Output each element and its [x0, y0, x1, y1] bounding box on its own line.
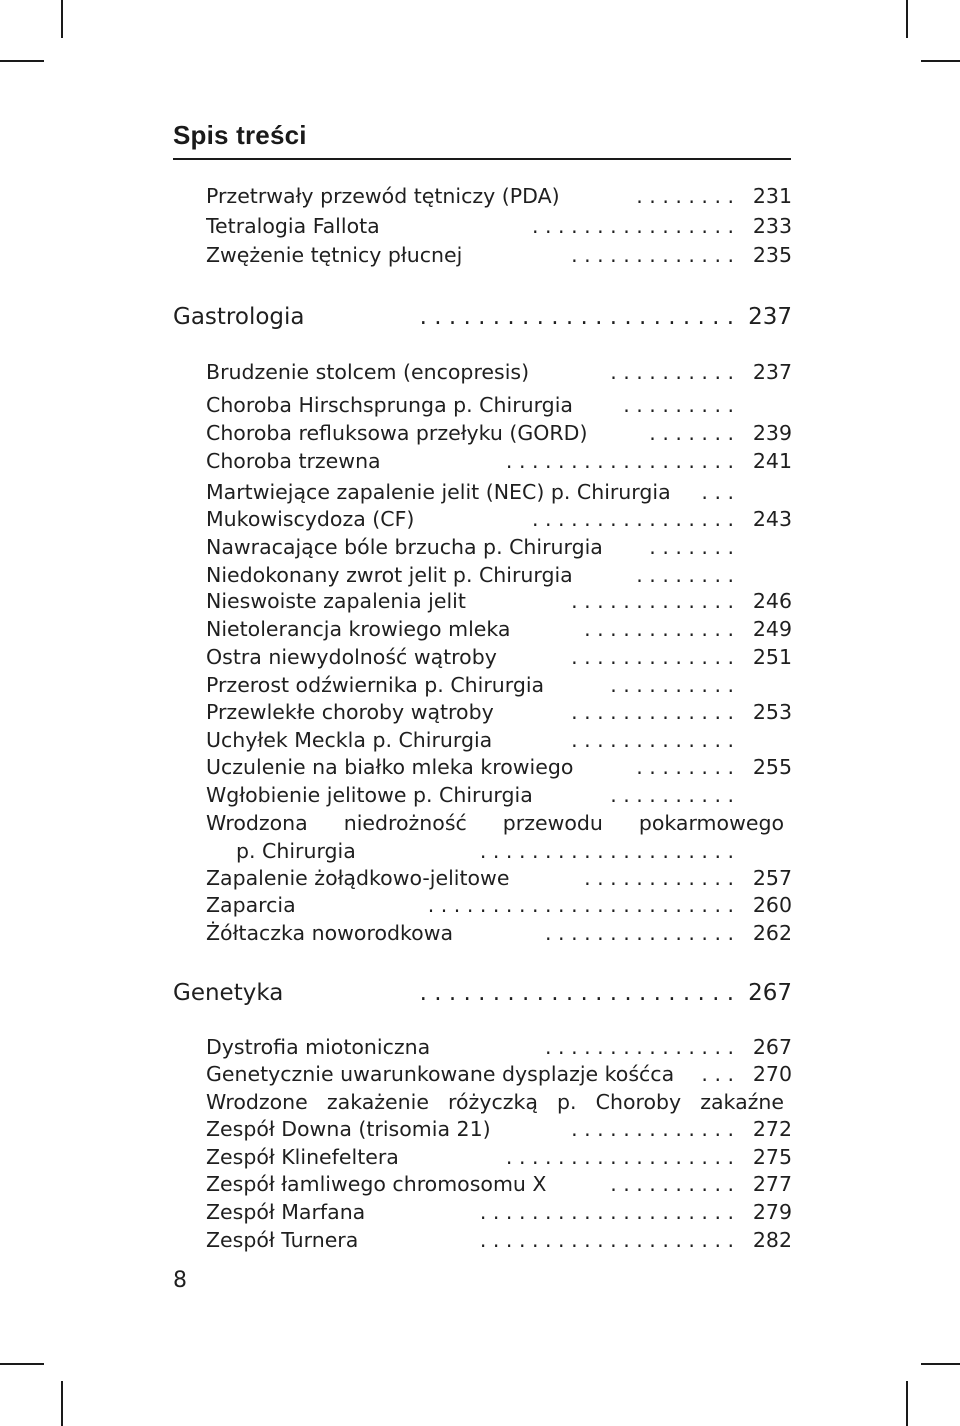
toc-entry[interactable]: [206, 1170, 792, 1198]
toc-entry-label: Genetyka: [173, 980, 284, 1006]
toc-page-number: 262: [752, 921, 792, 945]
toc-entry[interactable]: [206, 781, 792, 809]
toc-dot-leader: . . .: [701, 480, 734, 504]
toc-entry-label: Genetycznie uwarunkowane dysplazje kośćca: [206, 1062, 675, 1086]
toc-entry[interactable]: [206, 864, 792, 892]
toc-entry-label: Zespół Klinefeltera: [206, 1145, 399, 1169]
toc-page-number: 233: [752, 214, 792, 238]
toc-page-number: 282: [752, 1228, 792, 1252]
toc-entry-label: Gastrologia: [173, 304, 305, 330]
toc-entry[interactable]: [206, 1033, 792, 1061]
toc-page-number: 275: [752, 1145, 792, 1169]
toc-entry[interactable]: [206, 1115, 792, 1143]
toc-entry-label: Mukowiscydoza (CF): [206, 507, 415, 531]
toc-entry[interactable]: [206, 587, 792, 615]
toc-entry-label: Nieswoiste zapalenia jelit: [206, 589, 466, 613]
toc-dot-leader: . . . . . . . . . . . . . . . . . . . .: [479, 839, 734, 863]
toc-dot-leader: . . . . . . . . . .: [610, 360, 734, 384]
toc-page-number: 237: [752, 360, 792, 384]
toc-entry-label: Przetrwały przewód tętniczy (PDA): [206, 184, 560, 208]
toc-page-number: 231: [752, 184, 792, 208]
toc-entry[interactable]: [206, 212, 792, 240]
toc-entry[interactable]: [206, 505, 792, 533]
toc-dot-leader: . . . . . . . . . . . . . . . . . . . . . . . .: [427, 893, 734, 917]
toc-entry[interactable]: [206, 615, 792, 643]
toc-entry-label: Żółtaczka noworodkowa: [206, 921, 454, 945]
toc-dot-leader: . . . . . . . . . . . . . . . . . .: [505, 449, 734, 473]
toc-entry[interactable]: [206, 561, 792, 589]
toc-dot-leader: . . . . . . . . . . . . .: [571, 589, 734, 613]
toc-section-heading[interactable]: [173, 303, 792, 331]
toc-entry[interactable]: [206, 671, 792, 699]
toc-dot-leader: . . . . . . .: [649, 535, 734, 559]
toc-entry-label: Dystrofia miotoniczna: [206, 1035, 431, 1059]
toc-entry[interactable]: [206, 358, 792, 386]
toc-entry[interactable]: [206, 698, 792, 726]
toc-entry-label: Wrodzone zakażenie różyczką p. Choroby zakaźne: [206, 1090, 784, 1114]
toc-entry[interactable]: [206, 1088, 792, 1116]
toc-entry-label: Niedokonany zwrot jelit p. Chirurgia: [206, 563, 573, 587]
toc-dot-leader: . . . . . . . . . . . .: [584, 617, 734, 641]
toc-page-number: 260: [752, 893, 792, 917]
toc-page-number: 237: [748, 304, 792, 330]
toc-dot-leader: . . .: [701, 1062, 734, 1086]
toc-page-number: 239: [752, 421, 792, 445]
toc-entry-label: Choroba trzewna: [206, 449, 381, 473]
toc-page-number: 267: [752, 1035, 792, 1059]
toc-dot-leader: . . . . . . . . . . . . .: [571, 728, 734, 752]
toc-page-number: 270: [752, 1062, 792, 1086]
toc-entry-label: Nawracające bóle brzucha p. Chirurgia: [206, 535, 603, 559]
toc-entry-label: Zespół łamliwego chromosomu X: [206, 1172, 547, 1196]
toc-dot-leader: . . . . . . . . . .: [610, 783, 734, 807]
toc-entry[interactable]: [206, 478, 792, 506]
toc-dot-leader: . . . . . . . .: [636, 184, 734, 208]
toc-entry-label: Martwiejące zapalenie jelit (NEC) p. Chirurgia: [206, 480, 671, 504]
toc-page-number: 277: [752, 1172, 792, 1196]
toc-entry-label: Choroba Hirschsprunga p. Chirurgia: [206, 393, 573, 417]
toc-entry-label: Brudzenie stolcem (encopresis): [206, 360, 530, 384]
toc-dot-leader: . . . . . . . . . .: [610, 1172, 734, 1196]
toc-page-number: 255: [752, 755, 792, 779]
toc-dot-leader: . . . . . . . . . . . . .: [571, 700, 734, 724]
page-title: Spis treści: [173, 120, 307, 150]
toc-entry[interactable]: [206, 1060, 792, 1088]
toc-entry[interactable]: [206, 726, 792, 754]
toc-page-number: 272: [752, 1117, 792, 1141]
toc-entry-label: Zapalenie żołądkowo-jelitowe: [206, 866, 510, 890]
toc-dot-leader: . . . . . . . . . . . . . . . . . . . . . .: [419, 980, 734, 1006]
toc-dot-leader: . . . . . . . . .: [623, 393, 734, 417]
toc-dot-leader: . . . . . . . . . . . . . . . . . .: [505, 1145, 734, 1169]
toc-entry[interactable]: [206, 1143, 792, 1171]
toc-dot-leader: . . . . . . . . . . . . . . .: [545, 1035, 734, 1059]
toc-entry-label: Wgłobienie jelitowe p. Chirurgia: [206, 783, 533, 807]
toc-entry[interactable]: [236, 837, 792, 865]
toc-entry-label: Zespół Downa (trisomia 21): [206, 1117, 491, 1141]
toc-entry-label: Uczulenie na białko mleka krowiego: [206, 755, 574, 779]
toc-dot-leader: . . . . . . . . . . . . . . . . . . . .: [479, 1200, 734, 1224]
toc-entry[interactable]: [206, 447, 792, 475]
toc-page-number: 251: [752, 645, 792, 669]
toc-entry-label: p. Chirurgia: [236, 839, 356, 863]
toc-entry-label: Nietolerancja krowiego mleka: [206, 617, 511, 641]
toc-entry-label: Ostra niewydolność wątroby: [206, 645, 497, 669]
toc-entry-label: Uchyłek Meckla p. Chirurgia: [206, 728, 493, 752]
toc-dot-leader: . . . . . . . . . . . .: [584, 866, 734, 890]
toc-page-number: 249: [752, 617, 792, 641]
toc-dot-leader: . . . . . . . . . . . . . . .: [545, 921, 734, 945]
toc-entry[interactable]: [206, 391, 792, 419]
toc-page-number: 246: [752, 589, 792, 613]
toc-dot-leader: . . . . . . . . . . . . .: [571, 243, 734, 267]
toc-page-number: 253: [752, 700, 792, 724]
toc-entry[interactable]: [206, 182, 792, 210]
toc-dot-leader: . . . . . . . . . . . . .: [571, 1117, 734, 1141]
toc-entry[interactable]: [206, 1198, 792, 1226]
toc-page-number: 235: [752, 243, 792, 267]
toc-entry[interactable]: [206, 891, 792, 919]
toc-page-number: 267: [748, 980, 792, 1006]
toc-entry-label: Przewlekłe choroby wątroby: [206, 700, 494, 724]
toc-entry-label: Choroba refluksowa przełyku (GORD): [206, 421, 588, 445]
toc-dot-leader: . . . . . . . . . . . . . . . . . . . .: [479, 1228, 734, 1252]
toc-dot-leader: . . . . . . . . . . . . . . . .: [531, 214, 734, 238]
toc-dot-leader: . . . . . . . .: [636, 563, 734, 587]
toc-dot-leader: . . . . . . .: [649, 421, 734, 445]
toc-dot-leader: . . . . . . . . . . . . .: [571, 645, 734, 669]
page-number: 8: [173, 1268, 187, 1293]
toc-dot-leader: . . . . . . . .: [636, 755, 734, 779]
toc-entry[interactable]: [206, 533, 792, 561]
toc-entry-label: Przerost odźwiernika p. Chirurgia: [206, 673, 545, 697]
toc-dot-leader: . . . . . . . . . . . . . . . . . . . . . .: [419, 304, 734, 330]
toc-entry[interactable]: [206, 419, 792, 447]
toc-entry[interactable]: [206, 809, 792, 837]
toc-entry-label: Zwężenie tętnicy płucnej: [206, 243, 463, 267]
toc-entry-label: Zespół Turnera: [206, 1228, 359, 1252]
toc-page-number: 243: [752, 507, 792, 531]
toc-page-number: 257: [752, 866, 792, 890]
toc-page-number: 241: [752, 449, 792, 473]
toc-page-number: 279: [752, 1200, 792, 1224]
toc-entry-label: Zaparcia: [206, 893, 296, 917]
toc-entry[interactable]: [206, 919, 792, 947]
toc-entry[interactable]: [206, 753, 792, 781]
toc-dot-leader: . . . . . . . . . .: [610, 673, 734, 697]
toc-section-heading[interactable]: [173, 979, 792, 1007]
toc-entry-label: Wrodzona niedrożność przewodu pokarmowego: [206, 811, 784, 835]
toc-entry[interactable]: [206, 643, 792, 671]
toc-entry[interactable]: [206, 241, 792, 269]
toc-dot-leader: . . . . . . . . . . . . . . . .: [531, 507, 734, 531]
toc-entry[interactable]: [206, 1226, 792, 1254]
toc-entry-label: Tetralogia Fallota: [206, 214, 380, 238]
toc-entry-label: Zespół Marfana: [206, 1200, 366, 1224]
